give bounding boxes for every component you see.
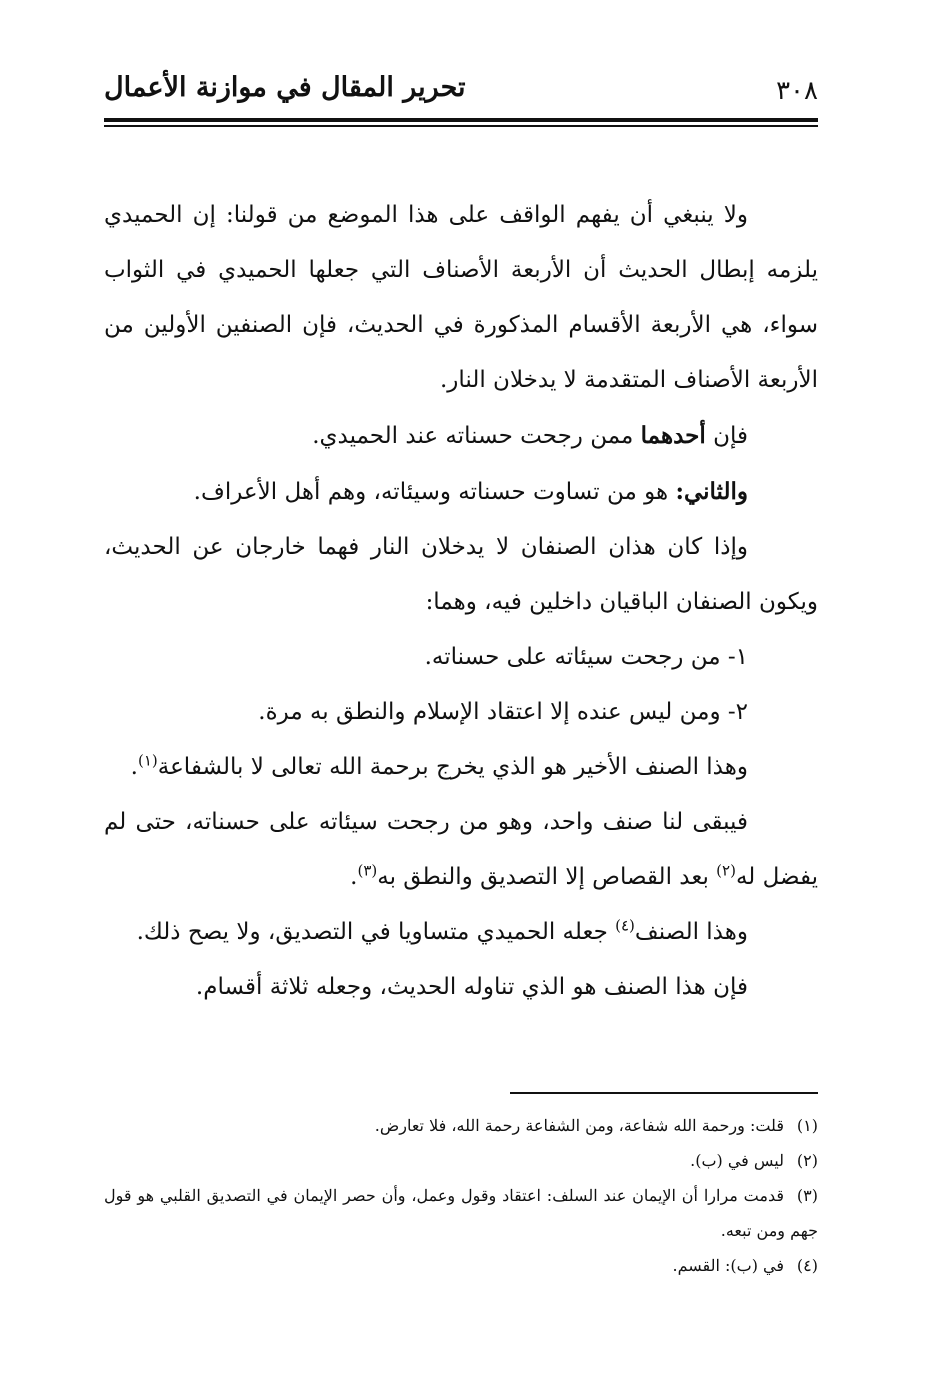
list-item-2: ٢- ومن ليس عنده إلا اعتقاد الإسلام والنطق به مرة. [258,699,748,725]
paragraph-3-post: هو من تساوت حسناته وسيئاته، وهم أهل الأعراف. [193,479,669,505]
footnote-ref-2[interactable]: (٢) [716,861,736,880]
footnote-number: (٢) [796,1151,818,1170]
paragraph-3-bold: والثاني: [675,478,748,505]
paragraph-5-end: . [130,754,138,780]
running-title: تحرير المقال في موازنة الأعمال [104,72,466,103]
footnote-number: (٤) [796,1256,818,1275]
paragraph-6-text-b: بعد القصاص إلا التصديق والنطق به [377,864,717,890]
footnote-text: قلت: ورحمة الله شفاعة، ومن الشفاعة رحمة الله، فلا تعارض. [374,1116,784,1135]
footnote-separator [510,1092,818,1094]
footnote-4 [104,1248,818,1283]
paragraph-5 [104,740,818,795]
paragraph-6-text-a: فيبقى لنا صنف واحد، وهو من رجحت سيئاته على حسناته، حتى لم يفضل له [104,809,818,890]
paragraph-3 [104,464,818,520]
footnote-text: قدمت مرارا أن الإيمان عند السلف: اعتقاد وقول وعمل، وأن حصر الإيمان في التصديق القلبي هو قول جهم ومن تبعه. [104,1186,818,1240]
page-number: ٣٠٨ [776,76,818,106]
paragraph-2 [104,408,818,464]
paragraph-2-post: ممن رجحت حسناته عند الحميدي. [312,423,634,449]
paragraph-5-text: وهذا الصنف الأخير هو الذي يخرج برحمة الله تعالى لا بالشفاعة [157,754,748,780]
footnote-number: (١) [796,1116,818,1135]
paragraph-7-text-a: وهذا الصنف [634,919,748,945]
footnote-ref-1[interactable]: (١) [137,751,158,770]
footnote-number: (٣) [796,1186,818,1205]
footnote-text: في (ب): القسم. [672,1256,784,1275]
paragraph-6 [104,795,818,905]
header-rule-thick [104,118,818,122]
paragraph-8: فإن هذا الصنف هو الذي تناوله الحديث، وجعله ثلاثة أقسام. [195,974,748,1000]
paragraph-7-text-b: جعله الحميدي متساويا في التصديق، ولا يصح ذلك. [136,919,616,945]
footnote-2 [104,1143,818,1178]
main-text [104,188,818,1015]
footnote-ref-4[interactable]: (٤) [615,916,635,935]
paragraph-2-pre: فإن [713,423,748,449]
list-item-1: ١- من رجحت سيئاته على حسناته. [424,644,748,670]
paragraph-1: ولا ينبغي أن يفهم الواقف على هذا الموضع من قولنا: إن الحميدي يلزمه إبطال الحديث أن الأربعة الأصناف التي جعلها الحميدي في الثواب سواء، هي الأربعة الأقسام المذكورة في الحديث، فإن الصنفين الأولين من الأربعة الأصناف المتقدمة لا يدخلان النار. [104,202,818,393]
paragraph-7 [104,905,818,960]
paragraph-6-end: . [350,864,358,890]
footnote-ref-3[interactable]: (٣) [357,861,378,880]
page-header [104,72,818,122]
footnotes [104,1108,818,1283]
paragraph-4: وإذا كان هذان الصنفان لا يدخلان النار فهما خارجان عن الحديث، ويكون الصنفان الباقيان داخلين فيه، وهما: [104,534,818,615]
footnote-text: ليس في (ب). [690,1151,784,1170]
footnote-3 [104,1178,818,1248]
header-rule-thin [104,125,818,127]
paragraph-2-bold: أحدهما [640,422,706,449]
footnote-1 [104,1108,818,1143]
